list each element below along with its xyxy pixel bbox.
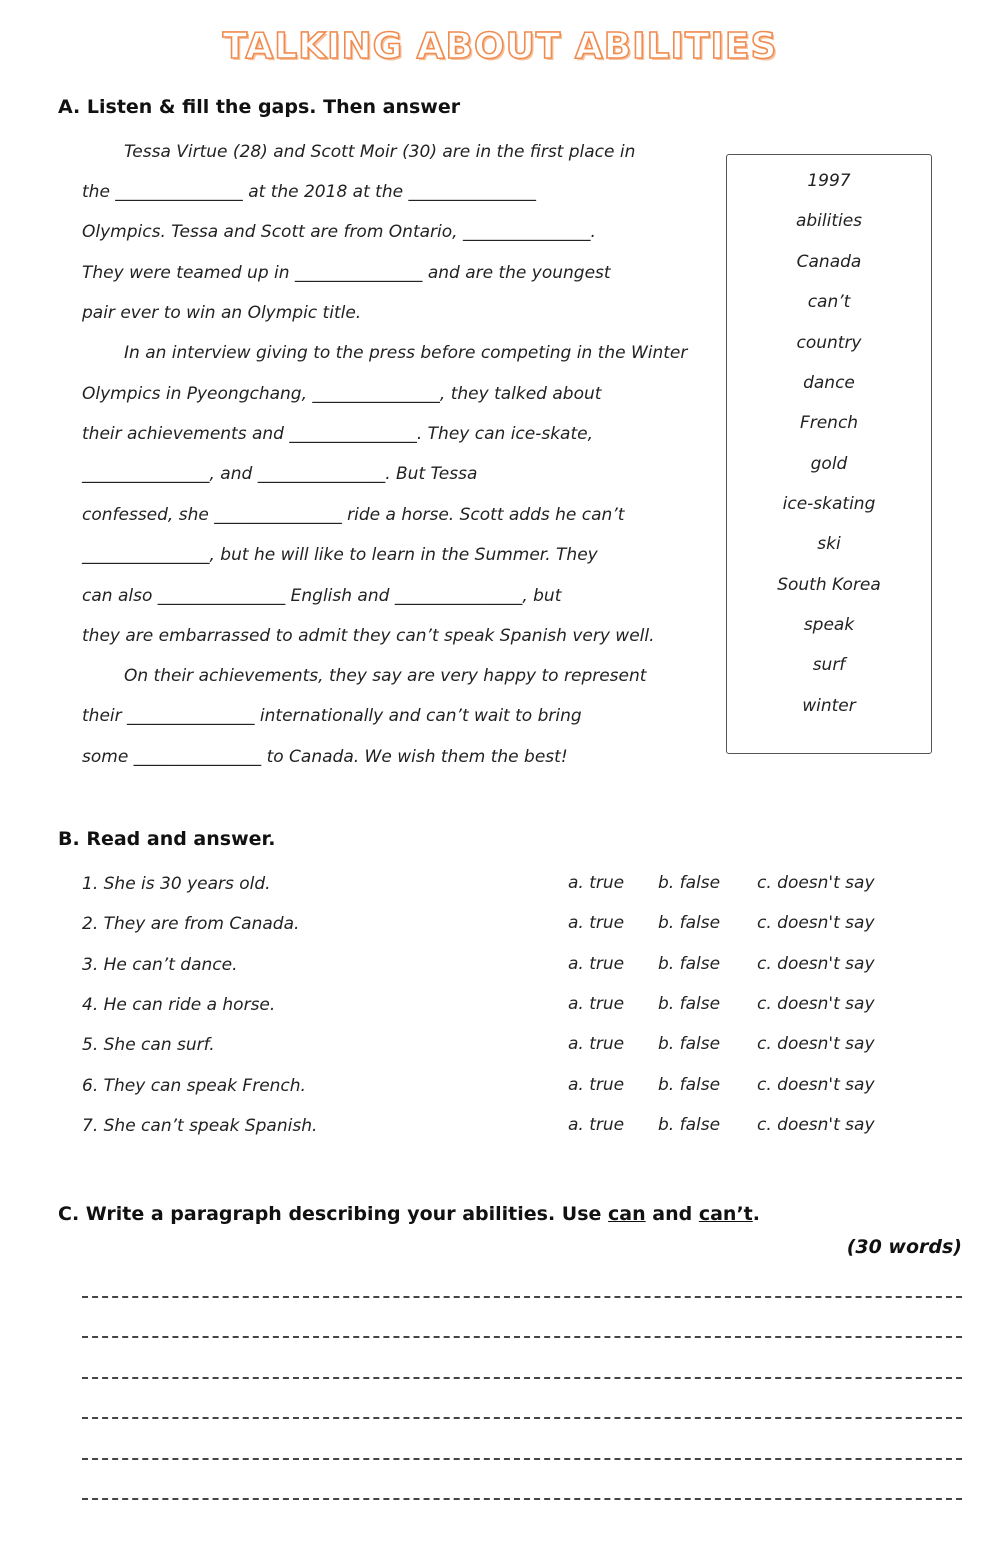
option-false[interactable]: b. false: [658, 1115, 721, 1135]
keyword-cant: can’t: [698, 1203, 753, 1225]
word-bank-item: ski: [817, 534, 841, 554]
option-false[interactable]: b. false: [658, 873, 721, 893]
option-true[interactable]: a. true: [568, 1034, 625, 1054]
question-text: 7. She can’t speak Spanish.: [82, 1116, 318, 1136]
option-doesnt-say[interactable]: c. doesn't say: [757, 994, 875, 1014]
writing-line[interactable]: [82, 1458, 962, 1460]
question-text: 3. He can’t dance.: [82, 955, 238, 975]
option-false[interactable]: b. false: [658, 954, 721, 974]
option-true[interactable]: a. true: [568, 913, 625, 933]
question-text: 1. She is 30 years old.: [82, 874, 271, 894]
word-bank-item: dance: [803, 373, 855, 393]
passage-line: In an interview giving to the press before competing in the Winter: [124, 343, 688, 363]
passage-line: They were teamed up in _______________ and are the youngest: [82, 263, 611, 283]
option-false[interactable]: b. false: [658, 1075, 721, 1095]
word-count-note: (30 words): [846, 1236, 962, 1258]
passage-line: Tessa Virtue (28) and Scott Moir (30) are in the first place in: [124, 142, 636, 162]
passage-line: some _______________ to Canada. We wish them the best!: [82, 747, 568, 767]
passage-line: their _______________ internationally and can’t wait to bring: [82, 706, 582, 726]
option-false[interactable]: b. false: [658, 913, 721, 933]
word-bank-item: can’t: [807, 292, 851, 312]
passage-line: On their achievements, they say are very happy to represent: [124, 666, 647, 686]
option-doesnt-say[interactable]: c. doesn't say: [757, 873, 875, 893]
question-text: 2. They are from Canada.: [82, 914, 300, 934]
word-bank-item: winter: [802, 696, 856, 716]
passage-line: Olympics in Pyeongchang, _______________, they talked about: [82, 384, 602, 404]
keyword-can: can: [608, 1203, 646, 1225]
worksheet-title: TALKING ABOUT ABILITIES: [222, 26, 778, 67]
writing-line[interactable]: [82, 1336, 962, 1338]
passage-line: _______________, and _______________. But Tessa: [82, 464, 478, 484]
word-bank-item: South Korea: [777, 575, 881, 595]
passage-line: the _______________ at the 2018 at the _______________: [82, 182, 536, 202]
option-doesnt-say[interactable]: c. doesn't say: [757, 954, 875, 974]
section-a-heading: A. Listen & fill the gaps. Then answer: [58, 96, 461, 118]
passage-line: their achievements and _______________. They can ice-skate,: [82, 424, 594, 444]
option-true[interactable]: a. true: [568, 873, 625, 893]
section-c-heading-text: C. Write a paragraph describing your abilities. Use: [58, 1203, 609, 1225]
passage-line: _______________, but he will like to learn in the Summer. They: [82, 545, 598, 565]
passage-line: can also _______________ English and _______________, but: [82, 586, 562, 606]
writing-line[interactable]: [82, 1296, 962, 1298]
passage-line: confessed, she _______________ ride a horse. Scott adds he can’t: [82, 505, 625, 525]
question-text: 4. He can ride a horse.: [82, 995, 276, 1015]
word-bank-item: gold: [810, 454, 848, 474]
writing-line[interactable]: [82, 1498, 962, 1500]
option-doesnt-say[interactable]: c. doesn't say: [757, 1034, 875, 1054]
passage-line: pair ever to win an Olympic title.: [82, 303, 362, 323]
word-bank-item: surf: [812, 655, 846, 675]
question-text: 6. They can speak French.: [82, 1076, 306, 1096]
option-true[interactable]: a. true: [568, 994, 625, 1014]
option-true[interactable]: a. true: [568, 1115, 625, 1135]
option-false[interactable]: b. false: [658, 1034, 721, 1054]
section-c-heading: [58, 1203, 760, 1225]
word-bank-item: Canada: [796, 252, 862, 272]
heading-and: and: [645, 1203, 699, 1225]
section-b-heading: B. Read and answer.: [58, 828, 276, 850]
option-false[interactable]: b. false: [658, 994, 721, 1014]
question-text: 5. She can surf.: [82, 1035, 215, 1055]
option-doesnt-say[interactable]: c. doesn't say: [757, 1115, 875, 1135]
option-true[interactable]: a. true: [568, 1075, 625, 1095]
word-bank-item: speak: [803, 615, 855, 635]
word-bank-item: 1997: [807, 171, 851, 191]
word-bank-item: ice-skating: [782, 494, 876, 514]
word-bank-item: abilities: [795, 211, 863, 231]
word-bank-box: [726, 154, 932, 754]
passage-line: Olympics. Tessa and Scott are from Ontario, _______________.: [82, 222, 596, 242]
word-bank-item: country: [796, 333, 862, 353]
word-bank-item: French: [799, 413, 859, 433]
option-doesnt-say[interactable]: c. doesn't say: [757, 1075, 875, 1095]
option-doesnt-say[interactable]: c. doesn't say: [757, 913, 875, 933]
writing-line[interactable]: [82, 1417, 962, 1419]
passage-line: they are embarrassed to admit they can’t speak Spanish very well.: [82, 626, 655, 646]
option-true[interactable]: a. true: [568, 954, 625, 974]
heading-period: .: [752, 1203, 760, 1225]
writing-line[interactable]: [82, 1377, 962, 1379]
